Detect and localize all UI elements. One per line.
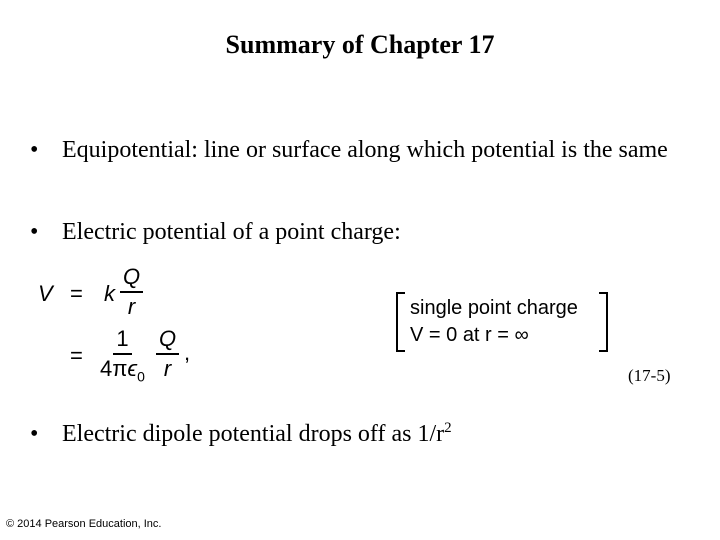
numerator-q: Q (156, 326, 179, 355)
copyright-footer: © 2014 Pearson Education, Inc. (6, 518, 162, 530)
bullet-point-charge (30, 218, 682, 247)
bullet-dipole (30, 420, 682, 449)
numerator-one: 1 (113, 326, 131, 355)
right-bracket (599, 292, 608, 352)
condition-bracket (396, 292, 608, 350)
denominator-r: r (163, 356, 172, 381)
condition-line-2: V = 0 at r = ∞ (410, 324, 529, 346)
charge-over-distance (156, 326, 179, 382)
slide-title: Summary of Chapter 17 (225, 30, 495, 59)
trailing-comma: , (184, 340, 191, 365)
bullet-text: Electric dipole potential drops off as $1/r^2$ (62, 420, 452, 447)
charge-over-distance (120, 264, 143, 320)
equals-sign: = (70, 281, 83, 306)
bullet-equipotential (30, 136, 682, 165)
equals-sign: = (70, 343, 83, 368)
left-bracket (396, 292, 405, 352)
bullet-text: Electric potential of a point charge: (62, 219, 401, 245)
denominator-r: r (127, 294, 136, 319)
bullet-dot: • (30, 219, 39, 245)
bullet-dot: • (30, 137, 39, 163)
numerator-q: Q (120, 264, 143, 293)
equation-lhs: V (38, 281, 53, 306)
equation-number: (17-5) (628, 366, 671, 385)
bullet-dot: • (30, 421, 39, 447)
one-over-four-pi-epsilon (100, 326, 145, 389)
denominator-four-pi-epsilon: $4\pi\epsilon_0$ (100, 356, 145, 385)
bullet-text: Equipotential: line or surface along which potential is the same (62, 137, 668, 163)
condition-line-1: single point charge (410, 297, 578, 319)
coulomb-constant: k (104, 281, 115, 306)
